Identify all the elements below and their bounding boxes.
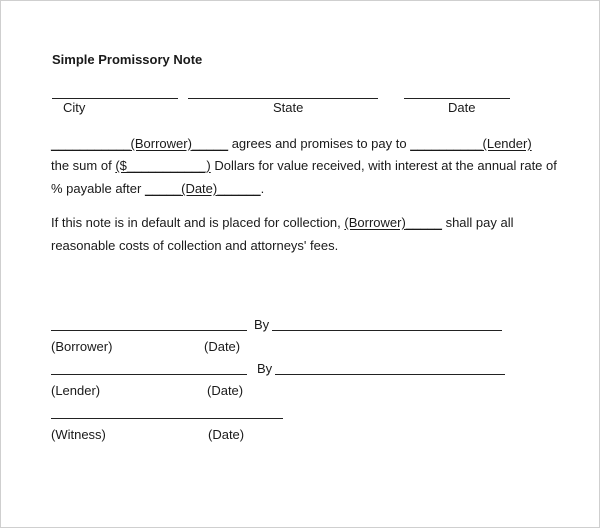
by-line-1 (272, 330, 502, 331)
borrower-blank: ___________(Borrower)_____ (51, 136, 229, 151)
paragraph2-line2: reasonable costs of collection and attorneys' fees. (51, 238, 339, 253)
default-text: If this note is in default and is placed for collection, (51, 215, 345, 230)
paragraph1-line3 (51, 181, 264, 197)
lender-blank: __________(Lender) (410, 136, 532, 151)
paragraph1-line1 (51, 136, 532, 152)
paragraph2-line1 (51, 215, 514, 231)
document-title: Simple Promissory Note (52, 52, 203, 67)
borrower-date-label: (Date) (204, 339, 241, 354)
amount-blank: ($___________) (115, 158, 211, 173)
dollars-text: Dollars for value received, with interest at the annual rate of (210, 158, 557, 173)
date-line (404, 98, 510, 99)
sum-text: the sum of (51, 158, 116, 173)
payable-text: % payable after (51, 181, 145, 196)
date-blank: _____(Date)______ (144, 181, 261, 196)
by-label-2: By (257, 361, 273, 376)
paragraph1-line2 (51, 158, 557, 174)
witness-date-label: (Date) (208, 427, 245, 442)
date-label: Date (448, 100, 476, 115)
borrower-label: (Borrower) (51, 339, 113, 354)
agrees-text: agrees and promises to pay to (228, 136, 411, 151)
lender-label: (Lender) (51, 383, 101, 398)
by-line-2 (275, 374, 505, 375)
borrower-blank-2: (Borrower)_____ (344, 215, 442, 230)
borrower-signature-line (51, 330, 247, 331)
period: . (260, 181, 265, 196)
lender-date-label: (Date) (207, 383, 244, 398)
by-label-1: By (254, 317, 270, 332)
state-line (188, 98, 378, 99)
witness-label: (Witness) (51, 427, 106, 442)
shall-pay-text: shall pay all (441, 215, 514, 230)
state-label: State (273, 100, 304, 115)
city-label: City (63, 100, 86, 115)
city-line (52, 98, 178, 99)
witness-signature-line (51, 418, 283, 419)
lender-signature-line (51, 374, 247, 375)
